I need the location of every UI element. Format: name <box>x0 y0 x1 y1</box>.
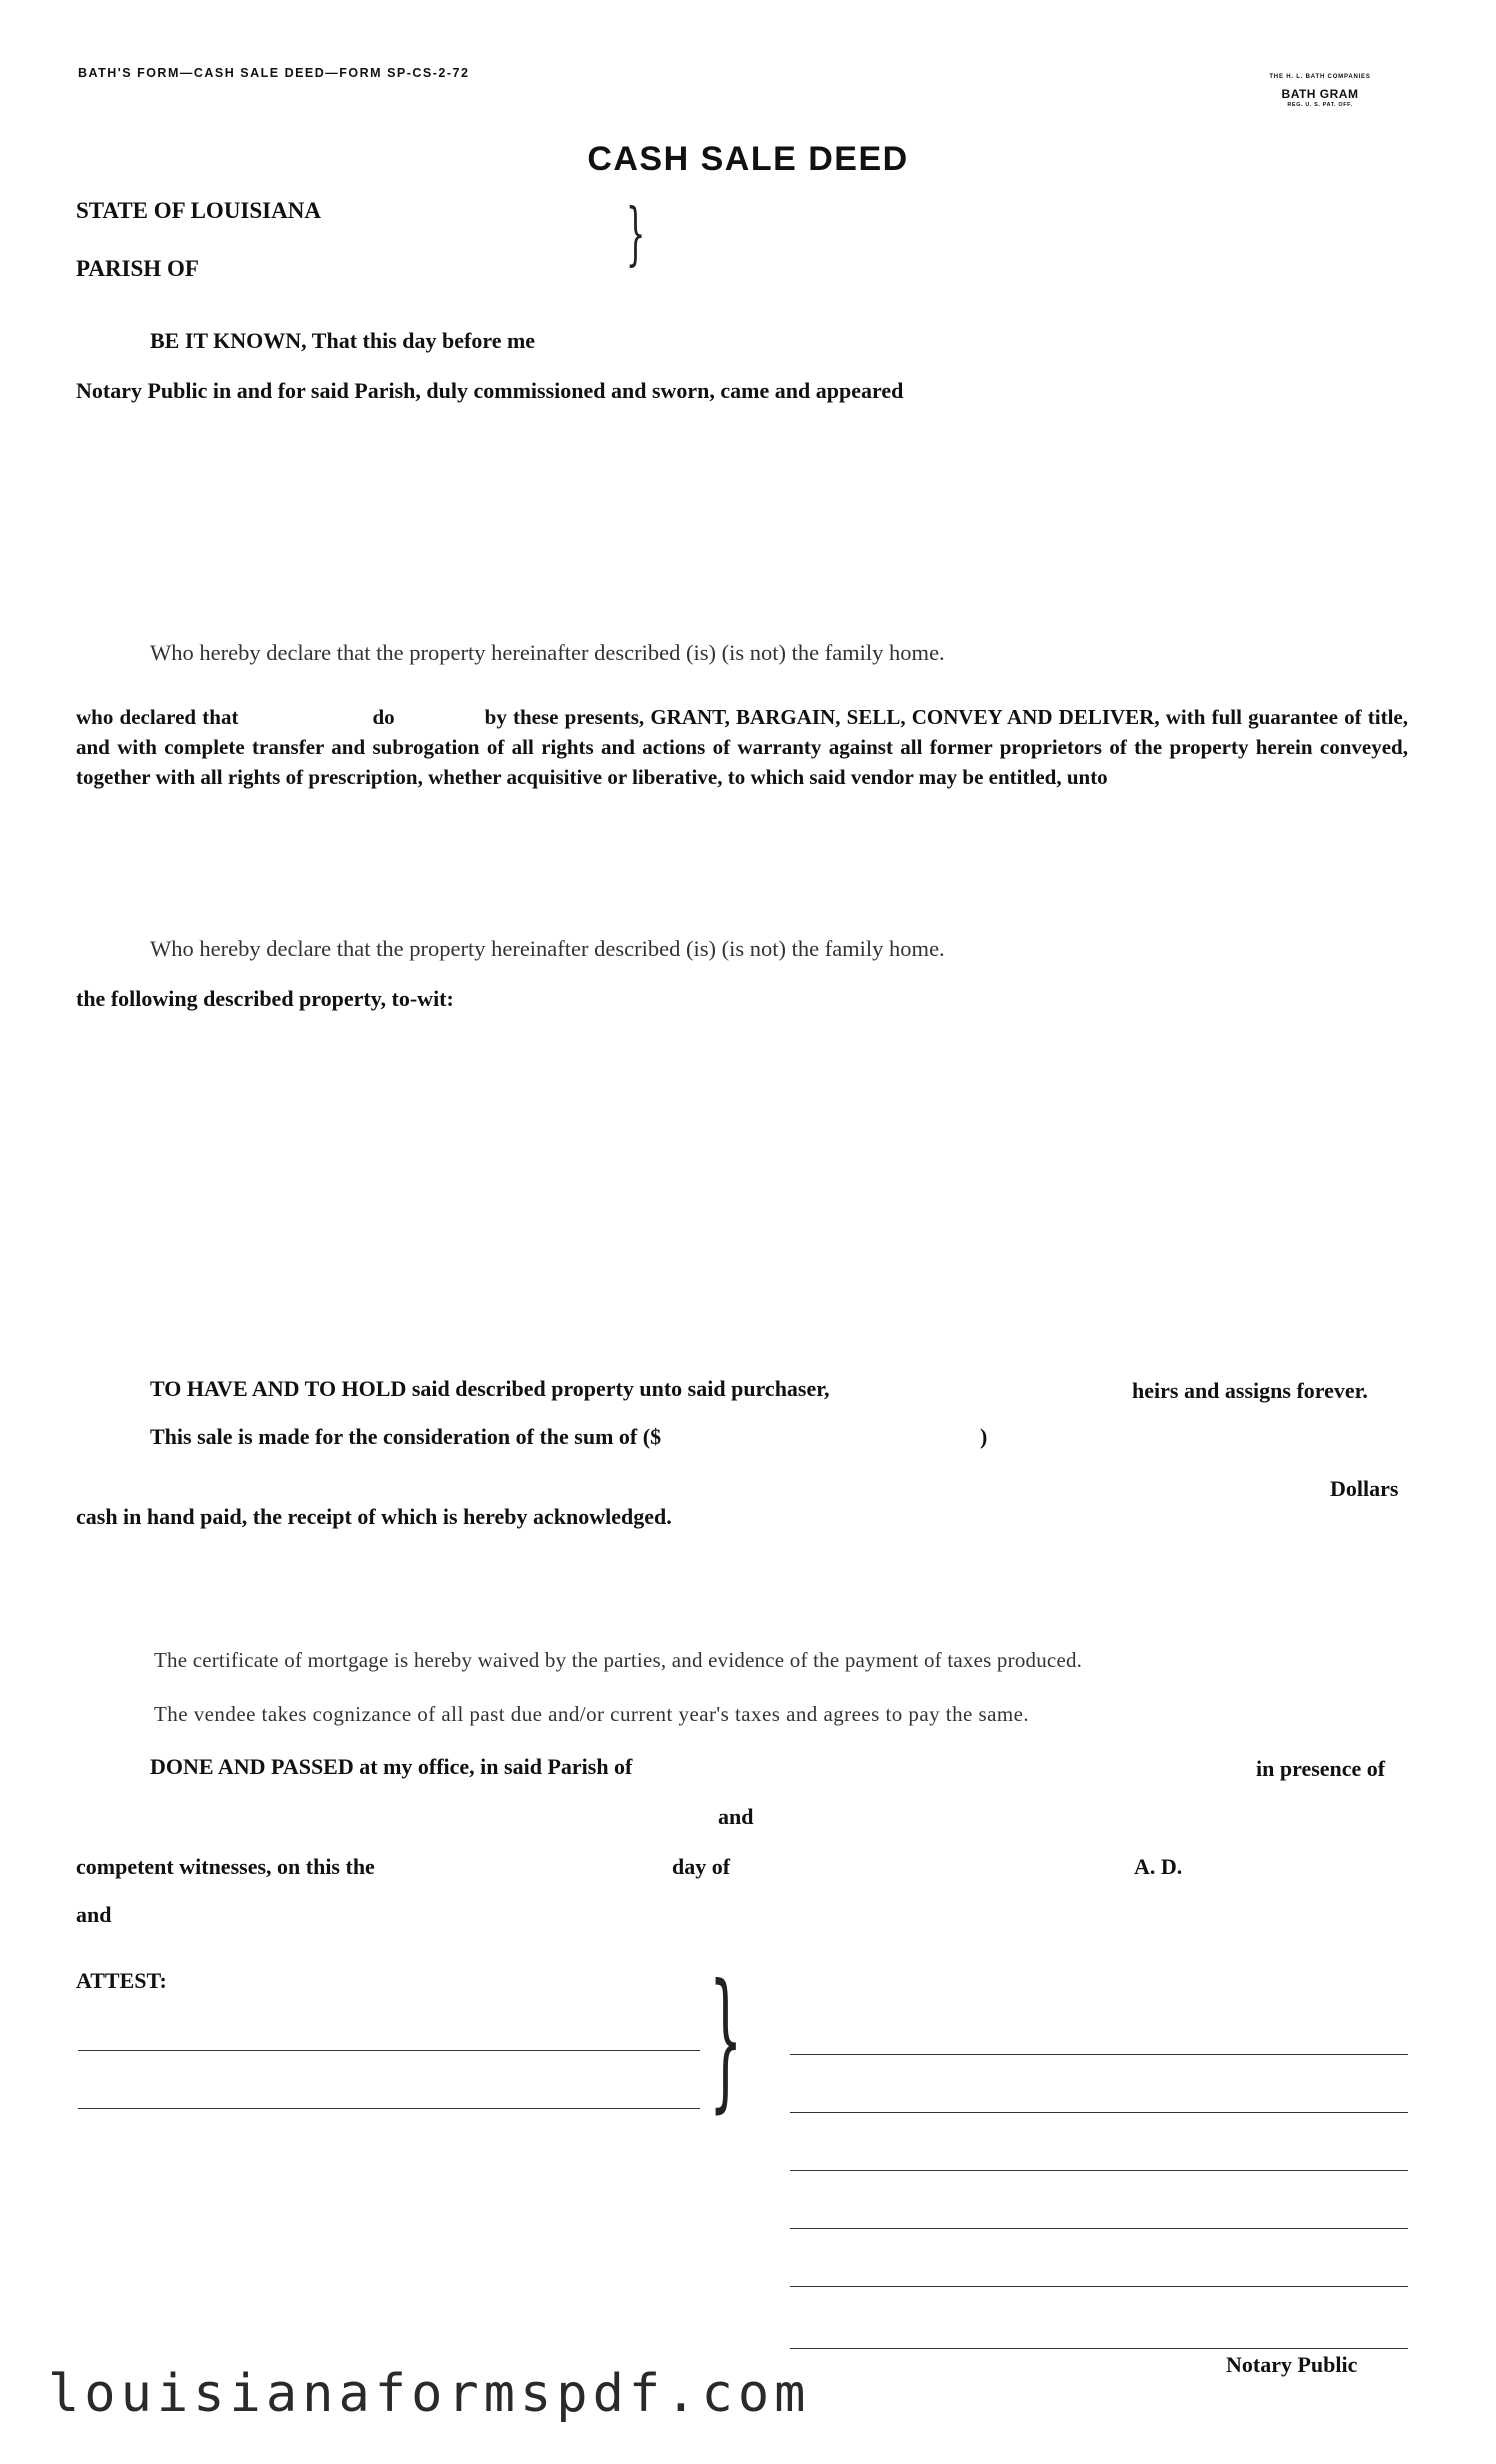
party-signature-line-5[interactable] <box>790 2286 1408 2287</box>
state-label: STATE OF LOUISIANA <box>76 198 321 223</box>
habendum-left: TO HAVE AND TO HOLD said described property unto said purchaser, <box>150 1376 830 1401</box>
party-signature-line-1[interactable] <box>790 2054 1408 2055</box>
page-title: CASH SALE DEED <box>587 140 909 178</box>
grant-do: do <box>372 705 395 729</box>
notary-signature-line[interactable] <box>790 2348 1408 2349</box>
certificate-text: The certificate of mortgage is hereby waived by the parties, and evidence of the payment of taxes produced. <box>154 1648 1083 1672</box>
intro-line-2: Notary Public in and for said Parish, duly commissioned and sworn, came and appeared <box>76 378 904 403</box>
form-id: BATH'S FORM—CASH SALE DEED—FORM SP-CS-2-72 <box>78 66 470 80</box>
property-label: the following described property, to-wit: <box>76 986 454 1011</box>
party-signature-line-4[interactable] <box>790 2228 1408 2229</box>
dollars-label: Dollars <box>1330 1476 1399 1501</box>
attest-signature-line-2[interactable] <box>78 2108 700 2109</box>
grant-text: by these presents, GRANT, BARGAIN, SELL, CONVEY AND DELIVER, with full guarantee of title, and with complete transfer and subrogation of all rights and actions of warranty against all former proprietors of the property herein conveyed, together with all rights of prescription, whether acquisitive or liberative, to which said vendor may be entitled, unto <box>76 705 1408 789</box>
and-label-2: and <box>76 1902 112 1927</box>
family-home-declaration-1: Who hereby declare that the property hereinafter described (is) (is not) the family home. <box>150 640 945 665</box>
receipt-text: cash in hand paid, the receipt of which is hereby acknowledged. <box>76 1504 672 1529</box>
bath-gram-logo-icon: BATH GRAM <box>1281 87 1359 101</box>
grant-lead: who declared that <box>76 705 239 729</box>
vendee-text: The vendee takes cognizance of all past due and/or current year's taxes and agrees to pay the same. <box>154 1702 1030 1726</box>
attest-signature-line-1[interactable] <box>78 2050 700 2051</box>
notary-public-label: Notary Public <box>1226 2352 1358 2377</box>
witnesses-text: competent witnesses, on this the <box>76 1854 375 1879</box>
venue-brace-icon: } <box>625 195 646 274</box>
day-of-label: day of <box>672 1854 731 1879</box>
attest-brace-icon: } <box>709 1953 743 2127</box>
intro-line-1: BE IT KNOWN, That this day before me <box>150 328 536 353</box>
attest-label: ATTEST: <box>76 1968 167 1993</box>
consideration-text: This sale is made for the consideration of the sum of ($ <box>150 1424 662 1449</box>
publisher-bottom-text: REG. U. S. PAT. OFF. <box>1287 102 1353 108</box>
site-watermark: louisianaformspdf.com <box>48 2364 811 2424</box>
grant-paragraph <box>76 702 1408 792</box>
party-signature-line-3[interactable] <box>790 2170 1408 2171</box>
publisher-top-text: THE H. L. BATH COMPANIES <box>1269 74 1371 80</box>
presence-of-text: in presence of <box>1256 1756 1386 1781</box>
habendum-right: heirs and assigns forever. <box>1132 1378 1368 1403</box>
party-signature-line-2[interactable] <box>790 2112 1408 2113</box>
and-label-1: and <box>718 1804 754 1829</box>
family-home-declaration-2: Who hereby declare that the property hereinafter described (is) (is not) the family home. <box>150 936 945 961</box>
publisher-logo <box>1240 74 1400 108</box>
anno-domini-label: A. D. <box>1134 1854 1183 1879</box>
parish-label: PARISH OF <box>76 256 199 281</box>
consideration-close: ) <box>980 1424 988 1449</box>
done-passed-text: DONE AND PASSED at my office, in said Parish of <box>150 1754 633 1779</box>
logo-mark <box>1240 87 1400 101</box>
